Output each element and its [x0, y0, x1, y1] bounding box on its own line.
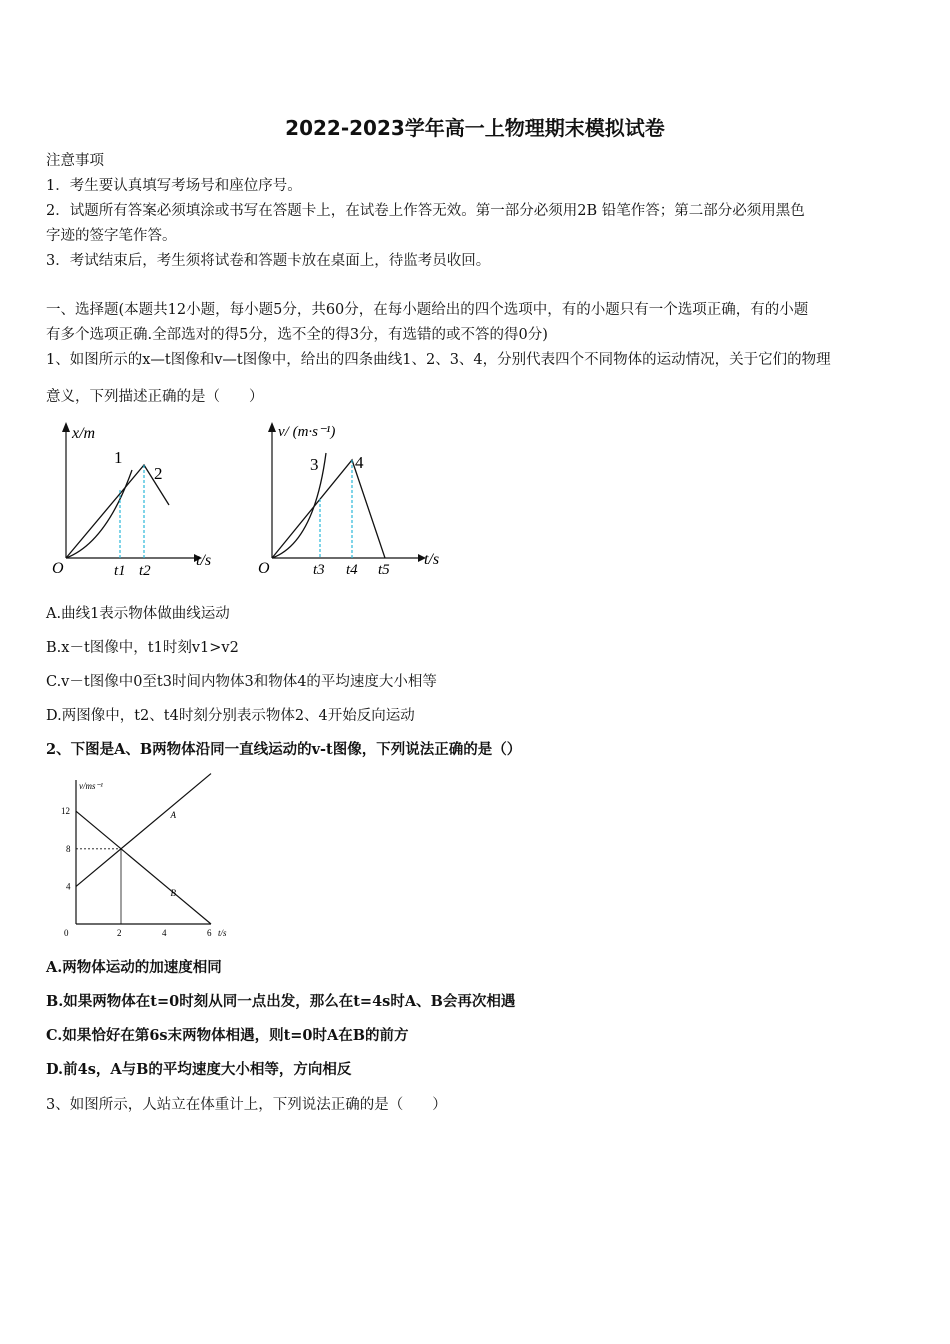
x-tick-label: 6	[207, 928, 212, 938]
notice-heading: 注意事项	[46, 153, 104, 169]
xt-graph	[46, 418, 226, 580]
origin-label: O	[52, 560, 64, 577]
x-axis-label: t/s	[196, 552, 212, 569]
q1-option-a: A.曲线1表示物体做曲线运动	[46, 606, 230, 622]
tick-label: t1	[114, 563, 126, 579]
notice-item: 字迹的签字笔作答。	[46, 228, 177, 244]
series-label-a: A	[170, 809, 176, 820]
x-tick-label: 2	[117, 928, 122, 938]
x-axis-label: t/s	[218, 928, 227, 938]
x-tick-label: 0	[64, 928, 69, 938]
q2-option-d: D.前4s，A与B的平均速度大小相等，方向相反	[46, 1061, 352, 1078]
x-axis-label: t/s	[424, 551, 440, 568]
curve-1	[66, 470, 132, 558]
y-tick-label: 12	[61, 806, 70, 817]
tick-label: t4	[346, 562, 358, 578]
series-label-b: B	[170, 887, 176, 898]
y-axis-arrow	[62, 422, 70, 432]
q1-option-c: C.v－t图像中0至t3时间内物体3和物体4的平均速度大小相等	[46, 674, 437, 690]
origin-label: O	[258, 560, 270, 577]
question-1-stem: 意义，下列描述正确的是（ ）	[46, 389, 264, 405]
y-tick-label: 8	[66, 843, 71, 854]
curve-label: 2	[154, 464, 163, 483]
q1-option-d: D.两图像中，t2、t4时刻分别表示物体2、4开始反向运动	[46, 708, 415, 724]
section-instructions: 有多个选项正确.全部选对的得5分，选不全的得3分，有选错的或不答的得0分)	[46, 327, 548, 343]
curve-label: 4	[355, 453, 364, 472]
q2-option-a: A.两物体运动的加速度相同	[46, 959, 222, 976]
y-axis-label: x/m	[72, 425, 96, 442]
q2-vt-chart	[46, 772, 246, 947]
notice-item: 2．试题所有答案必须填涂或书写在答题卡上，在试卷上作答无效。第一部分必须用2B 铅笔作答；第二部分必须用黑色	[46, 203, 805, 219]
q1-option-b: B.x－t图像中，t1时刻v1>v2	[46, 640, 239, 656]
notice-item: 3．考试结束后，考生须将试卷和答题卡放在桌面上，待监考员收回。	[46, 253, 491, 269]
y-axis-label: v/ms⁻¹	[79, 781, 103, 791]
curve-label: 1	[114, 448, 123, 467]
tick-label: t2	[139, 563, 151, 579]
y-tick-label: 4	[66, 881, 71, 892]
y-axis-label: v/ (m·s⁻¹)	[278, 424, 336, 440]
q2-option-b: B.如果两物体在t=0时刻从同一点出发，那么在t=4s时A、B会再次相遇	[46, 993, 516, 1010]
question-1-stem: 1、如图所示的x—t图像和v—t图像中，给出的四条曲线1、2、3、4，分别代表四个不同物体的运动情况，关于它们的物理	[46, 352, 831, 368]
section-instructions: 一、选择题(本题共12小题，每小题5分，共60分，在每小题给出的四个选项中，有的小题只有一个选项正确，有的小题	[46, 302, 809, 318]
vt-graph	[252, 418, 452, 580]
q2-option-c: C.如果恰好在第6s末两物体相遇，则t=0时A在B的前方	[46, 1027, 409, 1044]
y-axis-arrow	[268, 422, 276, 432]
page-title: 2022-2023学年高一上物理期末模拟试卷	[285, 116, 665, 140]
tick-label: t3	[313, 562, 325, 578]
notice-item: 1．考生要认真填写考场号和座位序号。	[46, 178, 302, 194]
question-3-stem: 3、如图所示，人站立在体重计上，下列说法正确的是（ ）	[46, 1097, 447, 1113]
curve-4	[272, 460, 385, 558]
x-tick-label: 4	[162, 928, 167, 938]
curve-label: 3	[310, 455, 319, 474]
series-line-b	[76, 811, 211, 924]
tick-label: t5	[378, 562, 390, 578]
question-2-stem: 2、下图是A、B两物体沿同一直线运动的v-t图像，下列说法正确的是（）	[46, 741, 522, 758]
